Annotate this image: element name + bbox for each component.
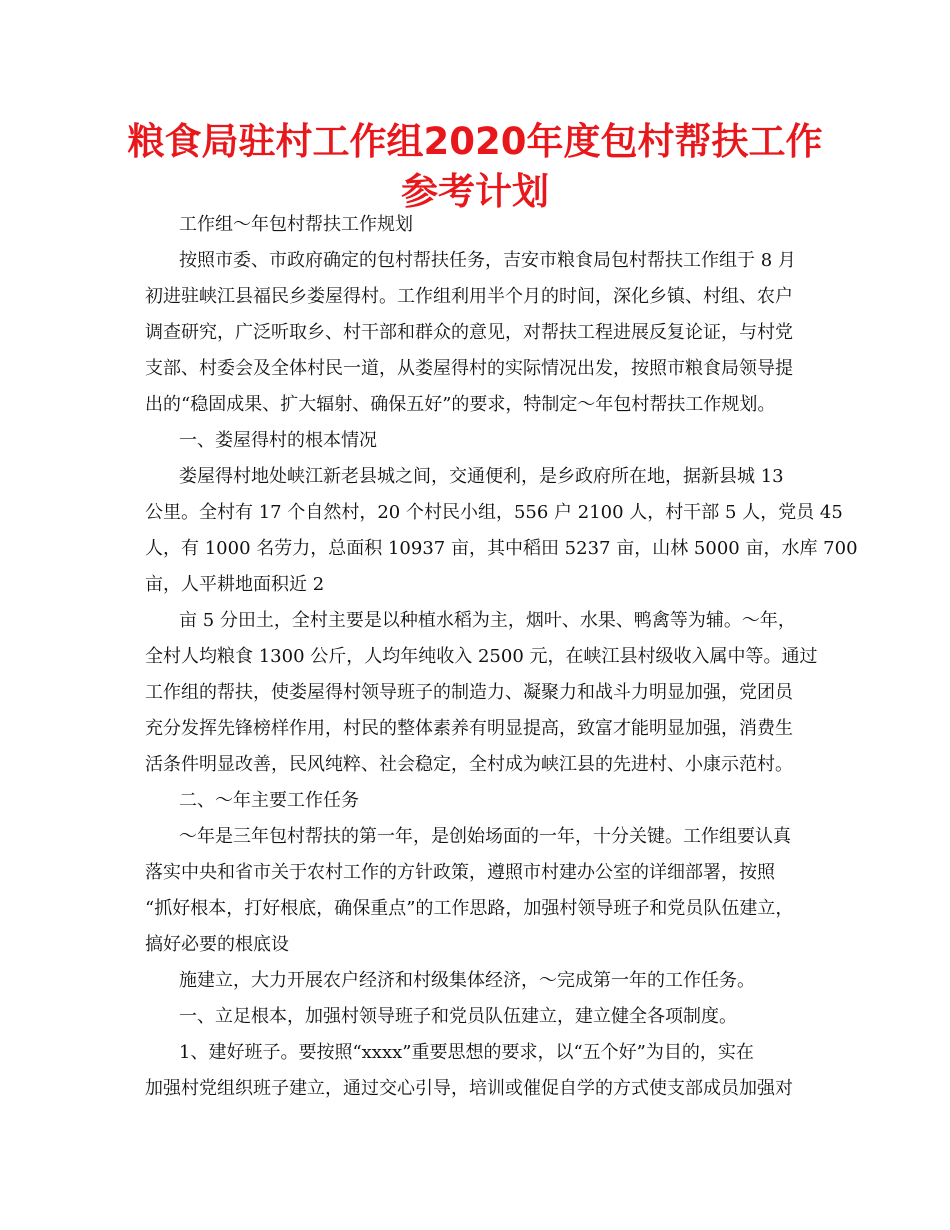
body-line: 亩，人平耕地面积近 2 xyxy=(145,574,325,595)
body-line: “抓好根本，打好根底，确保重点”的工作思路，加强村领导班子和党员队伍建立， xyxy=(145,898,794,919)
section-heading: 一、娄屋得村的根本情况 xyxy=(179,430,377,451)
body-line: 加强村党组织班子建立，通过交心引导，培训或催促自学的方式使支部成员加强对 xyxy=(145,1078,793,1099)
body-line: 落实中央和省市关于农村工作的方针政策，遵照市村建办公室的详细部署，按照 xyxy=(145,862,775,883)
body-line: 初进驻峡江县福民乡娄屋得村。工作组利用半个月的时间，深化乡镇、村组、农户 xyxy=(145,286,793,307)
body-line: 调查研究，广泛听取乡、村干部和群众的意见，对帮扶工程进展反复论证，与村党 xyxy=(145,322,793,343)
body-line: 活条件明显改善，民风纯粹、社会稳定，全村成为峡江县的先进村、小康示范村。 xyxy=(145,754,793,775)
body-line: ～年是三年包村帮扶的第一年，是创始场面的一年，十分关键。工作组要认真 xyxy=(179,826,791,847)
document-title-line-2: 参考计划 xyxy=(401,170,549,213)
body-line: 亩 5 分田土，全村主要是以种植水稻为主，烟叶、水果、鸭禽等为辅。～年， xyxy=(179,610,796,631)
section-heading: 二、～年主要工作任务 xyxy=(179,790,359,811)
body-line: 按照市委、市政府确定的包村帮扶任务，吉安市粮食局包村帮扶工作组于 8 月 xyxy=(179,250,796,271)
body-line: 支部、村委会及全体村民一道，从娄屋得村的实际情况出发，按照市粮食局领导提 xyxy=(145,358,793,379)
body-line: 充分发挥先锋榜样作用，村民的整体素养有明显提高，致富才能明显加强，消费生 xyxy=(145,718,793,739)
section-heading: 一、立足根本，加强村领导班子和党员队伍建立，建立健全各项制度。 xyxy=(179,1006,737,1027)
body-line: 工作组～年包村帮扶工作规划 xyxy=(179,214,413,235)
body-line: 工作组的帮扶，使娄屋得村领导班子的制造力、凝聚力和战斗力明显加强，党团员 xyxy=(145,682,793,703)
body-line: 搞好必要的根底设 xyxy=(145,934,289,955)
body-line: 全村人均粮食 1300 公斤，人均年纯收入 2500 元，在峡江县村级收入属中等。通过 xyxy=(145,646,818,667)
body-line: 施建立，大力开展农户经济和村级集体经济，～完成第一年的工作任务。 xyxy=(179,970,755,991)
body-line: 人，有 1000 名劳力，总面积 10937 亩，其中稻田 5237 亩，山林 5000 亩，水库 700 xyxy=(145,538,858,559)
body-line: 娄屋得村地处峡江新老县城之间，交通便利，是乡政府所在地，据新县城 13 xyxy=(179,466,784,487)
body-line: 出的“稳固成果、扩大辐射、确保五好”的要求，特制定～年包村帮扶工作规划。 xyxy=(145,394,776,415)
body-line: 公里。全村有 17 个自然村，20 个村民小组，556 户 2100 人，村干部 5 人，党员 45 xyxy=(145,502,843,523)
body-line: 1、建好班子。要按照“xxxx”重要思想的要求，以“五个好”为目的，实在 xyxy=(179,1042,754,1063)
document-title-line-1: 粮食局驻村工作组2020年度包村帮扶工作 xyxy=(127,120,823,163)
